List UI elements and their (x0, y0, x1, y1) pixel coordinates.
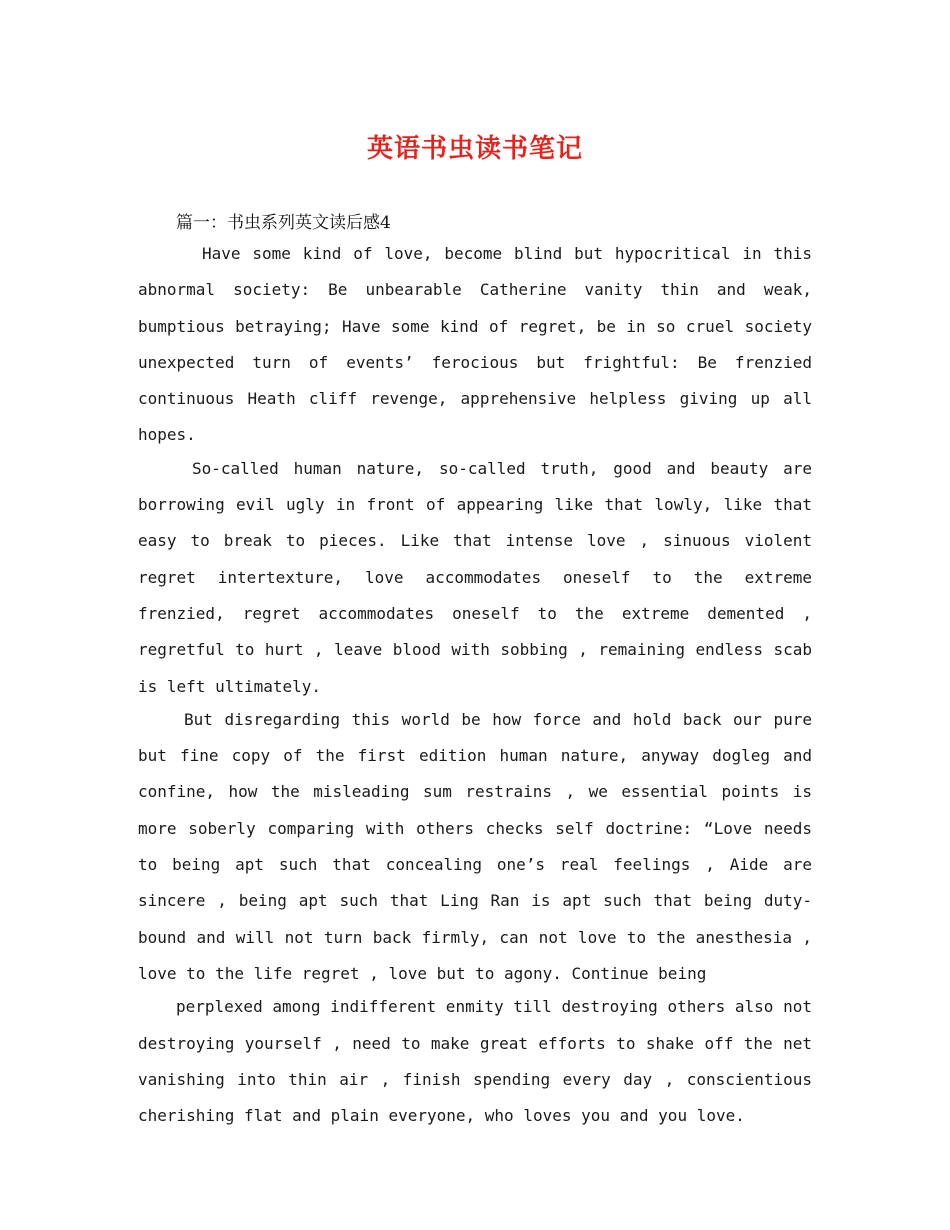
paragraph-1: Have some kind of love, become blind but hypocritical in this abnormal society: Be unbearable Catherine vanity thin and weak, bumptious betraying; Have some kind of regret, be in so cruel society unexpected turn of events’ ferocious but frightful: Be frenzied continuous Heath cliff revenge, apprehensive helpless giving up all hopes. (138, 244, 812, 445)
document-body (138, 236, 812, 1134)
paragraph-3: But disregarding this world be how force and hold back our pure but fine copy of the first edition human nature, anyway dogleg and confine, how the misleading sum restrains , we essential points is more soberly comparing with others checks self doctrine: “Love needs to being apt such that concealing one’s real feelings , Aide are sincere , being apt such that Ling Ran is apt such that being duty-bound and will not turn back firmly, can not love to the anesthesia , love to the life regret , love but to agony. Continue being (138, 709, 812, 983)
paragraph-2: So-called human nature, so-called truth, good and beauty are borrowing evil ugly in front of appearing like that lowly, like that easy to break to pieces. Like that intense love , sinuous violent regret intertexture, love accommodates oneself to the extreme frenzied, regret accommodates oneself to the extreme demented , regretful to hurt , leave blood with sobbing , remaining endless scab is left ultimately. (138, 458, 812, 696)
paragraph-4: perplexed among indifferent enmity till destroying others also not destroying yourself , need to make great efforts to shake off the net vanishing into thin air , finish spending every day , conscientious cherishing flat and plain everyone, who loves you and you love. (138, 997, 812, 1126)
document-title: 英语书虫读书笔记 (366, 134, 583, 164)
section-heading: 篇一：书虫系列英文读后感4 (176, 213, 391, 233)
